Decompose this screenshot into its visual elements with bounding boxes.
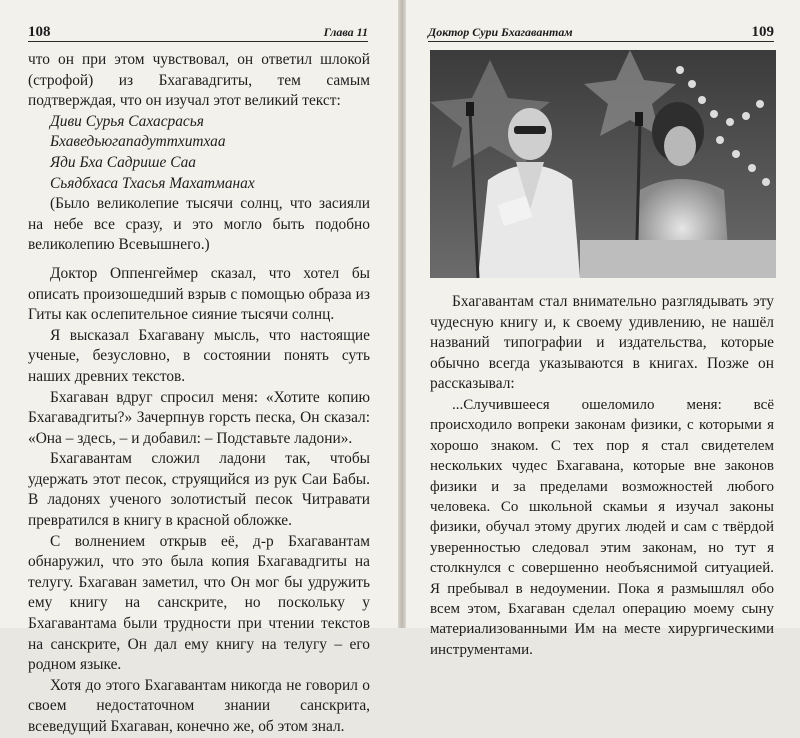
verse-line: Диви Сурья Сахасрасья (50, 112, 204, 130)
verse-translation: (Было великолепие тысячи солнц, что засияли на небе все сразу, и это могло быть подобно великолепию Всевышнего.) (28, 195, 370, 254)
paragraph: Хотя до этого Бхагавантам никогда не говорил о своем недостаточном знании санскрита, всеведущий Бхагаван, конечно же, об этом знал. (28, 676, 370, 735)
paragraph: Я высказал Бхагавану мысль, что настоящие ученые, безусловно, в состоянии понять суть наших древних текстов. (28, 326, 370, 385)
black-and-white-photo (430, 50, 776, 278)
paragraph: что он при этом чувствовал, он ответил шлокой (строфой) из Бхагавадгиты, тем самым подтверждая, что он изучал этот великий текст: (28, 51, 370, 110)
block-quote: ...Случившееся ошеломило меня: всё происходило вопреки законам физики, с которыми я хорошо знаком. С тех пор я стал свидетелем нескольких чудес Бхагавана, которые вне законов физики и за пределами возможностей любого человека. Со школьной скамьи я изучал законы физики, обучал этому других людей и сам с твёрдой уверенностью следовал этим законам, но тут я столкнулся с совершенно необъяснимой ситуацией. Я пребывал в недоумении. Пока я размышлял обо всем этом, Бхагаван сделал операцию моему сыну материализованными Им на месте хирургическими инструментами. (430, 396, 774, 658)
book-gutter (398, 0, 406, 628)
verse-line: Яди Бха Садрише Саа (50, 153, 196, 171)
verse-line: Сьядбхаса Тхасья Махатманах (50, 174, 255, 192)
header-rule (428, 41, 774, 42)
photo-illustration (430, 50, 776, 278)
running-head: Глава 11 (323, 25, 368, 39)
paragraph: Бхагавантам стал внимательно разглядывать эту чудесную книгу и, к своему удивлению, не нашёл названий типографии и издательства, которые обычно всегда указываются в книгах. Позже он рассказывал: (430, 293, 774, 393)
right-page (406, 0, 800, 658)
paragraph: Доктор Оппенгеймер сказал, что хотел бы описать произошедший взрыв с помощью образа из Гиты как ослепительное сияние тысячи солнц. (28, 264, 370, 324)
paragraph: Бхагаван вдруг спросил меня: «Хотите копию Бхагавадгиты?» Зачерпнув горсть песка, Он сказал: «Она – здесь, – и добавил: – Подставьте ладони». (28, 388, 370, 447)
left-page (0, 0, 398, 735)
left-page-text (28, 50, 370, 738)
running-head: Доктор Сури Бхагавантам (428, 25, 573, 39)
paragraph: Бхагавантам сложил ладони так, чтобы удержать этот песок, струящийся из рук Саи Бабы. В ладонях ученого золотистый песок Читравати превратился в книгу в красной обложке. (28, 450, 370, 530)
verse-block (50, 112, 370, 194)
page-number: 108 (28, 24, 51, 40)
header-rule (28, 41, 368, 42)
right-page-text (430, 292, 774, 660)
page-number: 109 (751, 24, 774, 40)
paragraph: С волнением открыв её, д-р Бхагавантам обнаружил, что это была копия Бхагавадгиты на телугу. Бхагаван заметил, что Он мог бы удружить ему книгу на санскрите, но поскольку у Бхагавантама были трудности при чтении текстов на санскрите, Он дал ему книгу на телугу – его родном языке. (28, 532, 370, 674)
verse-line: Бхаведьюгападуттхитхаа (50, 133, 226, 151)
left-page-header (28, 22, 368, 42)
right-page-header (428, 22, 774, 42)
